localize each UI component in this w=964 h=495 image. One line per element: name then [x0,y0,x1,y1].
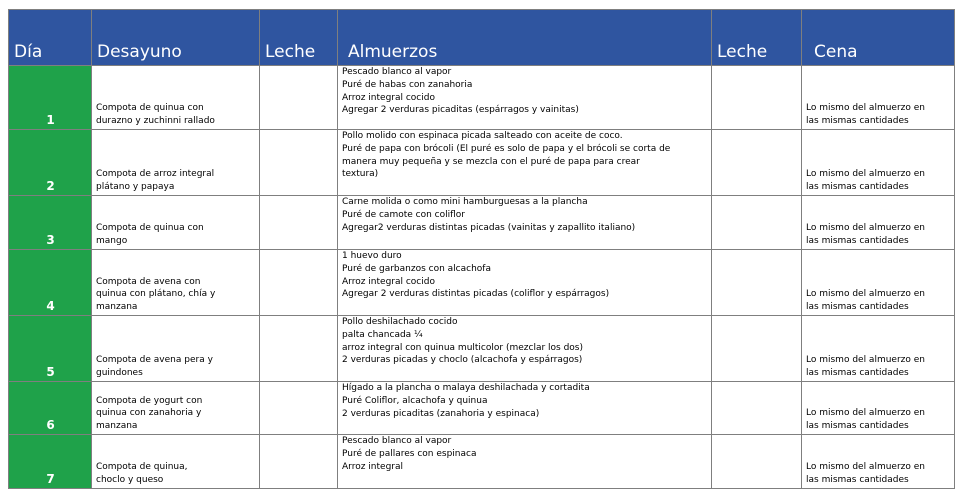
almuerzo-line: Arroz integral cocido [342,92,435,103]
almuerzo-line: Puré de papa con brócoli (El puré es solo de papa y el brócoli se corta de [342,143,671,154]
table-row [9,196,955,250]
cell-cena[interactable] [802,435,955,489]
header-desayuno[interactable]: Desayuno [92,10,260,66]
cena-line: Lo mismo del almuerzo en [806,408,925,419]
cena-line: las mismas cantidades [806,368,909,379]
table-row [9,250,955,316]
desayuno-line: choclo y queso [96,475,164,486]
cena-line: las mismas cantidades [806,302,909,313]
desayuno-line: quinua con plátano, chía y [96,289,216,300]
almuerzo-line: Puré de habas con zanahoria [342,79,473,90]
cell-almuerzo[interactable] [338,316,712,382]
table-body [9,66,955,489]
almuerzo-line: Agregar2 verduras distintas picadas (vainitas y zapallito italiano) [342,222,636,233]
cell-leche-1[interactable] [260,316,338,382]
cell-leche-2[interactable] [712,382,802,435]
almuerzo-line: Arroz integral [342,461,403,472]
desayuno-line: quinua con zanahoria y [96,408,202,419]
cell-almuerzo[interactable] [338,435,712,489]
almuerzo-line: Carne molida o como mini hamburguesas a la plancha [342,197,588,207]
almuerzo-line: Puré de garbanzos con alcachofa [342,263,491,274]
cell-dia[interactable]: 4 [9,250,92,316]
cell-almuerzo[interactable] [338,130,712,196]
almuerzo-line: manera muy pequeña y se mezcla con el puré de papa para crear [342,156,640,167]
table-row [9,382,955,435]
desayuno-line: mango [96,236,128,247]
header-leche-1[interactable]: Leche [260,10,338,66]
cell-leche-1[interactable] [260,196,338,250]
header-almuerzos[interactable]: Almuerzos [338,10,712,66]
almuerzo-line: Pescado blanco al vapor [342,436,452,446]
cell-desayuno[interactable] [92,435,260,489]
almuerzo-line: Pollo deshilachado cocido [342,317,458,327]
cell-dia[interactable]: 3 [9,196,92,250]
cell-cena[interactable] [802,196,955,250]
desayuno-line: Compota de arroz integral [96,169,215,180]
desayuno-line: durazno y zuchinni rallado [96,116,215,127]
almuerzo-line: palta chancada ¼ [342,329,423,340]
cell-desayuno[interactable] [92,250,260,316]
cena-line: las mismas cantidades [806,421,909,432]
almuerzo-line: Puré de pallares con espinaca [342,448,477,459]
header-dia[interactable]: Día [9,10,92,66]
cena-line: Lo mismo del almuerzo en [806,169,925,180]
cena-line: Lo mismo del almuerzo en [806,103,925,114]
cell-almuerzo[interactable] [338,250,712,316]
cell-almuerzo[interactable] [338,382,712,435]
cena-line: las mismas cantidades [806,475,909,486]
cell-cena[interactable] [802,66,955,130]
cena-line: Lo mismo del almuerzo en [806,289,925,300]
cell-leche-2[interactable] [712,435,802,489]
table-row [9,435,955,489]
cell-cena[interactable] [802,382,955,435]
cell-leche-2[interactable] [712,196,802,250]
desayuno-line: guindones [96,368,143,379]
cell-dia[interactable]: 6 [9,382,92,435]
cena-line: Lo mismo del almuerzo en [806,355,925,366]
desayuno-line: manzana [96,421,138,432]
almuerzo-line: Puré de camote con coliflor [342,209,465,220]
table-row [9,316,955,382]
desayuno-line: Compota de quinua con [96,223,204,234]
desayuno-line: Compota de avena con [96,276,201,287]
cell-almuerzo[interactable] [338,196,712,250]
cell-desayuno[interactable] [92,66,260,130]
almuerzo-line: Hígado a la plancha o malaya deshilachada y cortadita [342,383,590,393]
almuerzo-line: Arroz integral cocido [342,276,435,287]
cell-cena[interactable] [802,250,955,316]
almuerzo-line: arroz integral con quinua multicolor (mezclar los dos) [342,342,583,353]
cell-leche-1[interactable] [260,250,338,316]
desayuno-line: Compota de avena pera y [96,355,213,366]
cena-line: Lo mismo del almuerzo en [806,223,925,234]
cell-leche-2[interactable] [712,130,802,196]
almuerzo-line: Puré Coliflor, alcachofa y quinua [342,395,488,406]
cell-cena[interactable] [802,130,955,196]
cell-desayuno[interactable] [92,196,260,250]
desayuno-line: plátano y papaya [96,182,175,193]
cell-desayuno[interactable] [92,316,260,382]
table-row [9,130,955,196]
almuerzo-line: Agregar 2 verduras distintas picadas (coliflor y espárragos) [342,289,610,300]
cell-leche-1[interactable] [260,130,338,196]
almuerzo-line: 2 verduras picaditas (zanahoria y espinaca) [342,408,540,419]
cena-line: las mismas cantidades [806,182,909,193]
almuerzo-line: 1 huevo duro [342,251,402,261]
cell-leche-1[interactable] [260,382,338,435]
cena-line: las mismas cantidades [806,236,909,247]
almuerzo-line: Agregar 2 verduras picaditas (espárragos y vainitas) [342,105,579,116]
cell-leche-1[interactable] [260,66,338,130]
cell-desayuno[interactable] [92,382,260,435]
desayuno-line: Compota de quinua con [96,103,204,114]
header-cena[interactable]: Cena [802,10,955,66]
cell-leche-1[interactable] [260,435,338,489]
cell-cena[interactable] [802,316,955,382]
almuerzo-line: Pollo molido con espinaca picada salteado con aceite de coco. [342,131,623,141]
cell-desayuno[interactable] [92,130,260,196]
cell-dia[interactable]: 2 [9,130,92,196]
meal-plan-table [8,9,955,489]
cell-dia[interactable]: 7 [9,435,92,489]
desayuno-line: manzana [96,302,138,313]
table-row [9,66,955,130]
cell-dia[interactable]: 1 [9,66,92,130]
desayuno-line: Compota de yogurt con [96,395,203,406]
header-leche-2[interactable]: Leche [712,10,802,66]
almuerzo-line: Pescado blanco al vapor [342,67,452,77]
cell-leche-2[interactable] [712,316,802,382]
cell-dia[interactable]: 5 [9,316,92,382]
cell-leche-2[interactable] [712,250,802,316]
almuerzo-line: 2 verduras picadas y choclo (alcachofa y espárragos) [342,355,583,366]
cena-line: Lo mismo del almuerzo en [806,462,925,473]
almuerzo-line: textura) [342,169,379,180]
cena-line: las mismas cantidades [806,116,909,127]
header-row [9,10,955,66]
cell-almuerzo[interactable] [338,66,712,130]
cell-leche-2[interactable] [712,66,802,130]
desayuno-line: Compota de quinua, [96,462,188,473]
